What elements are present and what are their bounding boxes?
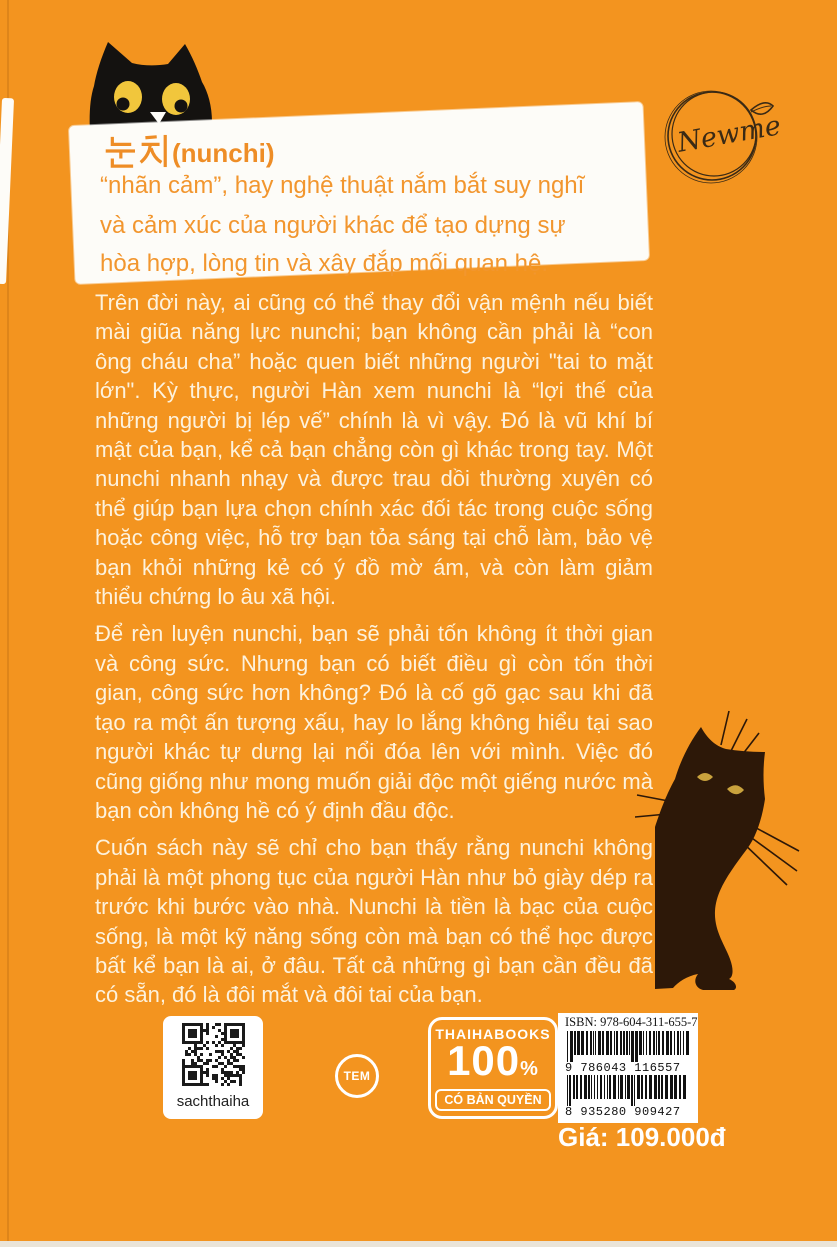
barcode-1-digits: 9 786043 116557 xyxy=(565,1062,691,1074)
price-label: Giá: 109.000đ xyxy=(558,1122,726,1152)
stamp-brand: THAIHABOOKS xyxy=(435,1026,551,1042)
qr-code-panel xyxy=(163,1016,263,1119)
stamp-percent: 100% xyxy=(447,1037,539,1084)
isbn-label: ISBN: 978-604-311-655-7 xyxy=(565,1015,698,1029)
body-paragraph: Cuốn sách này sẽ chỉ cho bạn thấy rằng nunchi không phải là một phong tục của người Hàn như bỏ giày dép ra trước khi bước vào nhà. Nunchi là tiền là bạc của cuộc sống, là một kỹ năng sống còn mà bạn có thể học được bất kể bạn là ai, ở đâu. Tất cả những gì bạn cần đều đã có sẵn, đó là đôi mắt và đôi tai của bạn. xyxy=(95,835,653,1008)
scan-bottom-edge xyxy=(0,1241,837,1247)
body-paragraph: Để rèn luyện nunchi, bạn sẽ phải tốn không ít thời gian và công sức. Nhưng bạn có biết điều gì còn tốn thời gian, công sức hơn không? Đó là cố gõ gạc sau khi đã tạo ra một ấn tượng xấu, hay lo lắng không hiểu tại sao người khác tự dưng lại nổi đóa lên với mình. Việc đó cũng giống như mong muốn giải độc một giếng nước mà bạn còn không hề có ý định đầu độc. xyxy=(95,621,653,823)
isbn-panel xyxy=(558,1013,698,1123)
barcode-2 xyxy=(565,1075,691,1106)
nunchi-latin-label: (nunchi) xyxy=(172,138,275,168)
black-cat-right-icon xyxy=(635,705,837,995)
tem-label: TEM xyxy=(343,1069,371,1083)
newme-logo xyxy=(655,82,785,192)
barcode-2-digits: 8 935280 909427 xyxy=(565,1106,691,1118)
body-paragraph: Trên đời này, ai cũng có thể thay đổi vận mệnh nếu biết mài giũa năng lực nunchi; bạn không cần phải là “con ông cháu cha” hoặc quen biết những người "tai to mặt lớn". Kỳ thực, người Hàn xem nunchi là “lợi thế của những người bị lép vế” chính là vì vậy. Đó là vũ khí bí mật của bạn, kể cả bạn chẳng còn gì khác trong tay. Một nunchi nhanh nhạy và được trau dồi thường xuyên có thể giúp bạn lựa chọn chính xác đối tác trong cuộc sống hoặc công việc, hỗ trợ bạn tỏa sáng tại chỗ làm, bảo vệ bạn khỏi những kẻ có ý đồ mờ ám, và còn làm giảm thiểu chứng lo âu xã hội. xyxy=(95,290,653,610)
barcode-1 xyxy=(565,1031,691,1062)
tem-seal xyxy=(335,1054,379,1098)
newme-logo-text: Newme xyxy=(675,110,784,159)
stamp-license: CÓ BẢN QUYỀN xyxy=(435,1089,551,1111)
qr-code xyxy=(182,1023,245,1086)
paint-streak xyxy=(0,98,14,284)
definition-title xyxy=(100,134,275,168)
definition-line: và cảm xúc của người khác để tạo dựng sự xyxy=(100,212,566,239)
hangul-nunchi-glyphs xyxy=(100,134,170,168)
copyright-stamp xyxy=(428,1017,558,1119)
body-text xyxy=(95,288,653,1018)
definition-line: “nhãn cảm”, hay nghệ thuật nắm bắt suy nghĩ xyxy=(100,172,585,199)
qr-label: sachthaiha xyxy=(176,1093,250,1110)
definition-line: hòa hợp, lòng tin và xây đắp mối quan hệ. xyxy=(100,250,549,277)
